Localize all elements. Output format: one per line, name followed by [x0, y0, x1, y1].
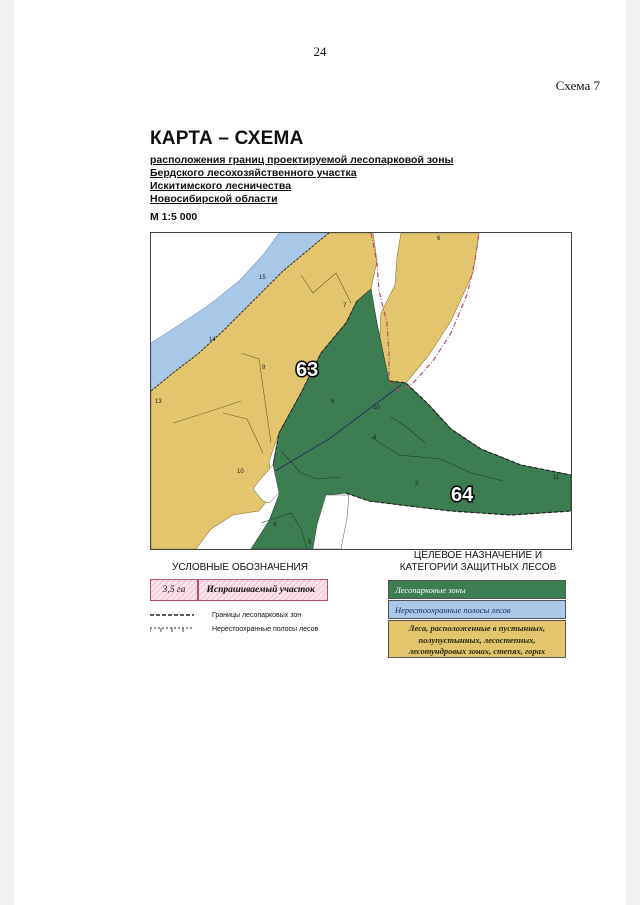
forest-park-boundary-swatch [150, 611, 194, 619]
legend-line-label: Нерестоохранные полосы лесов [212, 625, 319, 633]
legend-forest-park-boundary [150, 611, 301, 619]
legend-right-title-line-2: КАТЕГОРИИ ЗАЩИТНЫХ ЛЕСОВ [399, 562, 557, 573]
subtitle-line-2: Бердского лесохозяйственного участка [150, 167, 357, 179]
category-desert-line-1: Леса, расположенные в пустынных, [408, 623, 546, 633]
legend-protective-boundary [150, 625, 318, 633]
legend-line-label: Границы лесопарковых зон [212, 611, 302, 619]
legend-allotment-box [150, 579, 328, 601]
title-block [150, 128, 454, 206]
subtitle-line-4: Новосибирской области [150, 193, 278, 205]
page-number: 24 [313, 44, 327, 59]
subtitle-line-3: Искитимского лесничества [150, 180, 292, 192]
plot-label: 7 [343, 303, 347, 309]
protective-boundary-swatch [150, 625, 194, 633]
plot-label: 5 [308, 540, 312, 546]
category-desert-line-2: полупустынных, лесостепных, [418, 634, 536, 645]
plot-label: 10 [237, 469, 244, 475]
category-forest-park: Лесопарковые зоны [388, 580, 566, 599]
plot-label: 14 [209, 337, 216, 343]
category-desert-steppe [388, 620, 566, 658]
map-title: КАРТА – СХЕМА [150, 128, 304, 149]
plot-label: 11 [553, 475, 560, 481]
allotment-label: Испрашиваемый участок [206, 585, 315, 595]
quarter-label-64: 64 [451, 484, 474, 506]
plot-label: 9 [262, 365, 266, 371]
plot-label: 3 [415, 481, 419, 487]
map-frame [150, 232, 572, 550]
plot-label: 15 [259, 275, 266, 281]
category-protective-strip: Нерестоохранные полосы лесов [388, 600, 566, 619]
quarter-label-63: 63 [296, 359, 319, 381]
legend-right-title-line-1: ЦЕЛЕВОЕ НАЗНАЧЕНИЕ И [413, 550, 543, 561]
legend-left-title: УСЛОВНЫЕ ОБОЗНАЧЕНИЯ [172, 562, 308, 573]
plot-label: 4 [273, 522, 277, 528]
plot-label: 8 [331, 399, 335, 405]
map-svg [151, 233, 571, 549]
plot-label: 13 [155, 399, 162, 405]
subtitle-line-1: расположения границ проектируемой лесопарковой зоны [150, 154, 454, 166]
legend-right-title [388, 550, 568, 574]
map-scale: М 1:5 000 [150, 211, 198, 223]
allotment-area: 3,5 га [162, 585, 186, 595]
category-desert-line-3: лесотундровых зонах, степях, горах [408, 646, 546, 656]
scheme-label: Схема 7 [555, 78, 600, 93]
plot-label: 10 [373, 405, 380, 411]
plot-label: 4 [373, 435, 377, 441]
plot-label: 6 [437, 236, 441, 242]
